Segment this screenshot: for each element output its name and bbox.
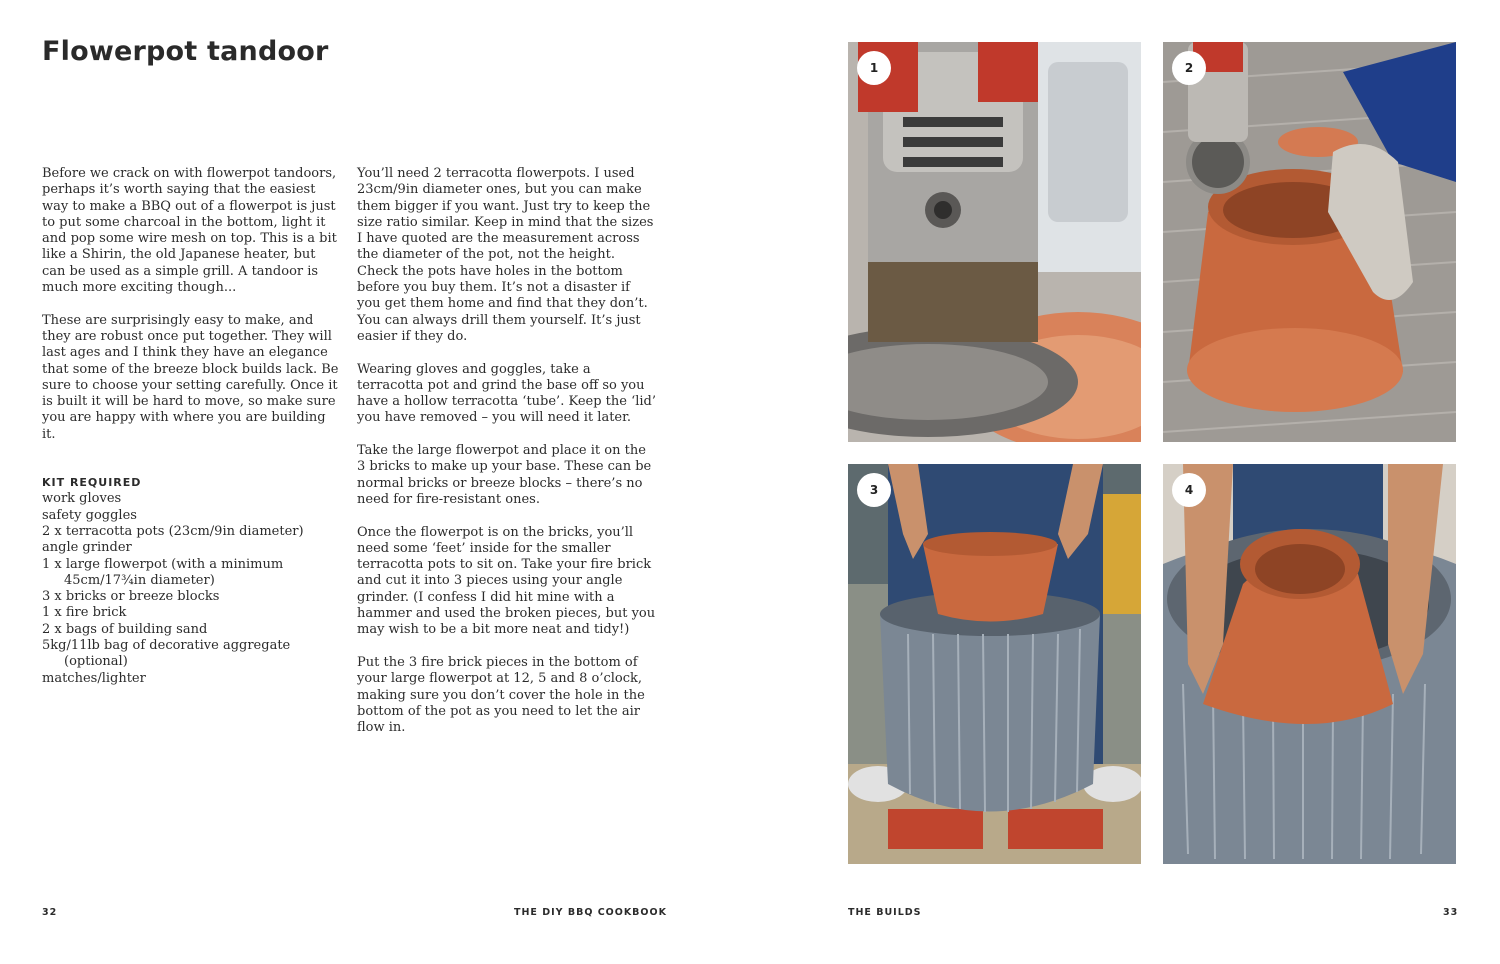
kit-item: 1 x large flowerpot (with a minimum 45cm/17¾in diameter) — [42, 556, 284, 588]
right-running-title: THE BUILDS — [848, 907, 922, 918]
step-number-badge: 4 — [1172, 473, 1206, 507]
instruction-paragraph: You’ll need 2 terracotta flowerpots. I used 23cm/9in diameter ones, but you can make them bigger if you want. Just try to keep the size ratio similar. Keep in mind that the sizes I have quoted are the measurement across the diameter of the pot, not the height. Check the pots have holes in the bottom before you buy them. It’s not a disaster if you get them home and find that they don’t. You can always drill them yourself. It’s just easier if they do. — [357, 166, 654, 344]
pot-inside-planter-photo — [1163, 464, 1456, 864]
kit-item: 5kg/11lb bag of decorative aggregate (optional) — [42, 638, 291, 670]
step-number-badge: 2 — [1172, 51, 1206, 85]
kit-item: 3 x bricks or breeze blocks — [42, 589, 220, 605]
angle-grinder-photo — [848, 42, 1141, 442]
kit-list — [42, 491, 342, 687]
kit-item: 1 x fire brick — [42, 605, 127, 621]
instruction-paragraph: Put the 3 fire brick pieces in the bottom of your large flowerpot at 12, 5 and 8 o’clock, making sure you don’t cover the hole in the bottom of the pot as you need to let the air flow in. — [357, 654, 645, 736]
left-page-number: 32 — [42, 907, 58, 918]
grinding-pot-photo — [1163, 42, 1456, 442]
step-number-badge: 1 — [857, 51, 891, 85]
intro-paragraph: These are surprisingly easy to make, and they are robust once put together. They will last ages and I think they have an elegance that some of the breeze block builds lack. Be sure to choose your setting carefully. Once it is built it will be hard to move, so make sure you are happy with where you are building it. — [42, 312, 339, 442]
right-page-number: 33 — [1443, 907, 1459, 918]
step-photo-1 — [848, 42, 1141, 442]
kit-item: safety goggles — [42, 507, 137, 523]
step-photo-3 — [848, 464, 1141, 864]
kit-item: angle grinder — [42, 540, 132, 556]
step-photo-2 — [1163, 42, 1456, 442]
kit-item: 2 x bags of building sand — [42, 621, 208, 637]
kit-item: work gloves — [42, 491, 122, 507]
kit-item: 2 x terracotta pots (23cm/9in diameter) — [42, 523, 304, 539]
instruction-paragraph: Take the large flowerpot and place it on the 3 bricks to make up your base. These can be normal bricks or breeze blocks – there’s no need for fire-resistant ones. — [357, 443, 652, 507]
page-title: Flowerpot tandoor — [42, 36, 329, 67]
step-number-badge: 3 — [857, 473, 891, 507]
intro-paragraph: Before we crack on with flowerpot tandoors, perhaps it’s worth saying that the easiest way to make a BBQ out of a flowerpot is just to put some charcoal in the bottom, light it and pop some wire mesh on top. This is a bit like a Shirin, the old Japanese heater, but can be used as a simple grill. A tandoor is much more exciting though... — [42, 166, 337, 296]
instruction-paragraph: Once the flowerpot is on the bricks, you’ll need some ‘feet’ inside for the smaller terracotta pots to sit on. Take your fire brick and cut it into 3 pieces using your angle grinder. (I confess I did hit mine with a hammer and used the broken pieces, but you may wish to be a bit more neat and tidy!) — [357, 524, 656, 638]
kit-required-heading: KIT REQUIRED — [42, 476, 142, 490]
left-running-title: THE DIY BBQ COOKBOOK — [514, 907, 667, 918]
kit-item: matches/lighter — [42, 670, 146, 686]
step-photo-4 — [1163, 464, 1456, 864]
text-column-1 — [42, 166, 342, 687]
text-column-2 — [357, 166, 657, 753]
instruction-paragraph: Wearing gloves and goggles, take a terracotta pot and grind the base off so you have a hollow terracotta ‘tube’. Keep the ‘lid’ you have removed – you will need it later. — [357, 361, 656, 426]
placing-pot-photo — [848, 464, 1141, 864]
